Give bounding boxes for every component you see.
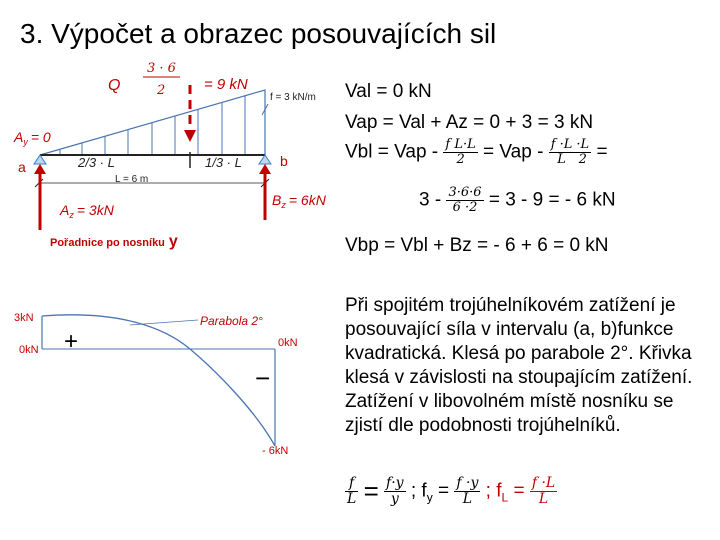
eq-val: Val = 0 kN [345, 81, 432, 102]
curve-label-leader [130, 320, 198, 325]
beam-and-shear-diagram [0, 60, 345, 530]
ordinate-caption: Pořadnice po nosníku y [50, 233, 178, 250]
page-title: 3. Výpočet a obrazec posouvajících sil [20, 18, 497, 49]
load-label: f = 3 kN/m [270, 92, 316, 103]
explanation-paragraph: Při spojitém trojúhelníkovém zatížení je posouvající síla v intervalu (a, b)funkce kvadratická. Klesá po parabole 2°. Křivka klesá v závislosti na stoupajícím zatížení. Zatížení v libovolném místě nosníku se zjistí dle podobnosti trojúhelníků. [345, 295, 693, 436]
formula-frac2: $\frac{f\cdot y}{y}$ [386, 475, 404, 507]
seg-left-label: 2/3 · L [78, 155, 115, 170]
load-triangle [40, 90, 265, 155]
eq-vbl-frac3: $\frac{\cdot L}{2}$ [576, 137, 590, 167]
eq-vbl-frac2: $\frac{f \cdot L}{L}$ [550, 137, 573, 167]
eq-vbl: Vbl = Vap - $\frac{\text{f L·L}}{2}$ = Vap - $\frac{f \cdot L}{L}$ $\frac{\cdot L}{2}$ = [345, 137, 608, 167]
svg-text:3 · 6: 3 · 6 [147, 61, 176, 76]
eq-vbp: Vbp = Vbl + Bz = - 6 + 6 = 0 kN [345, 235, 609, 256]
eq-vbl-result-frac: $\frac{3\cdot 6\cdot 6}{6 \cdot 2}$ [448, 185, 482, 215]
shear-bottom-right-label: - 6kN [262, 445, 289, 457]
formula-frac3: $\frac{f \cdot y}{L}$ [456, 475, 479, 507]
support-b-label: b [280, 153, 288, 169]
formula-frac1: $\frac{f}{L}$ [347, 475, 357, 507]
plus-sign: + [64, 328, 79, 355]
length-label: L = 6 m [115, 174, 149, 185]
az-arrowhead [34, 164, 46, 174]
formula-frac4: $\frac{f \cdot L}{L}$ [531, 475, 556, 507]
q-fraction [143, 61, 180, 98]
ay-label: $A_y = 0$ [14, 129, 51, 147]
seg-right-label: 1/3 · L [205, 155, 242, 170]
resultant-q-arrow [184, 130, 196, 142]
az-label: $A_z = 3kN$ [60, 202, 114, 220]
support-a-label: a [18, 159, 26, 175]
support-a [34, 155, 46, 164]
eq-vap: Vap = Val + Az = 0 + 3 = 3 kN [345, 112, 594, 133]
shear-top-left-label: 3kN [14, 312, 34, 324]
shear-zero-left-label: 0kN [19, 344, 39, 356]
svg-text:2: 2 [157, 83, 166, 98]
similarity-formula: $\frac{f}{L}$ = $\frac{f\cdot y}{y}$ ; $f_y$ = $\frac{f \cdot y}{L}$ ; $f_L$ = $\frac{f \cdot L}{L}$ [347, 475, 556, 507]
q-result: = 9 kN [204, 76, 248, 93]
eq-vbl-frac1: $\frac{\text{f L·L}}{2}$ [445, 137, 476, 167]
eq-vbl-result: 3 - $\frac{3\cdot 6\cdot 6}{6 \cdot 2}$ = 3 - 9 = - 6 kN [419, 185, 616, 215]
minus-sign: − [255, 363, 271, 393]
q-label: Q [108, 77, 121, 94]
curve-label: Parabola 2° [200, 314, 263, 328]
shear-diagram [14, 312, 298, 457]
shear-zero-right-label: 0kN [278, 337, 298, 349]
bz-arrowhead [259, 164, 271, 174]
bz-label: $B_z = 6kN$ [272, 192, 326, 210]
support-b [259, 155, 271, 164]
